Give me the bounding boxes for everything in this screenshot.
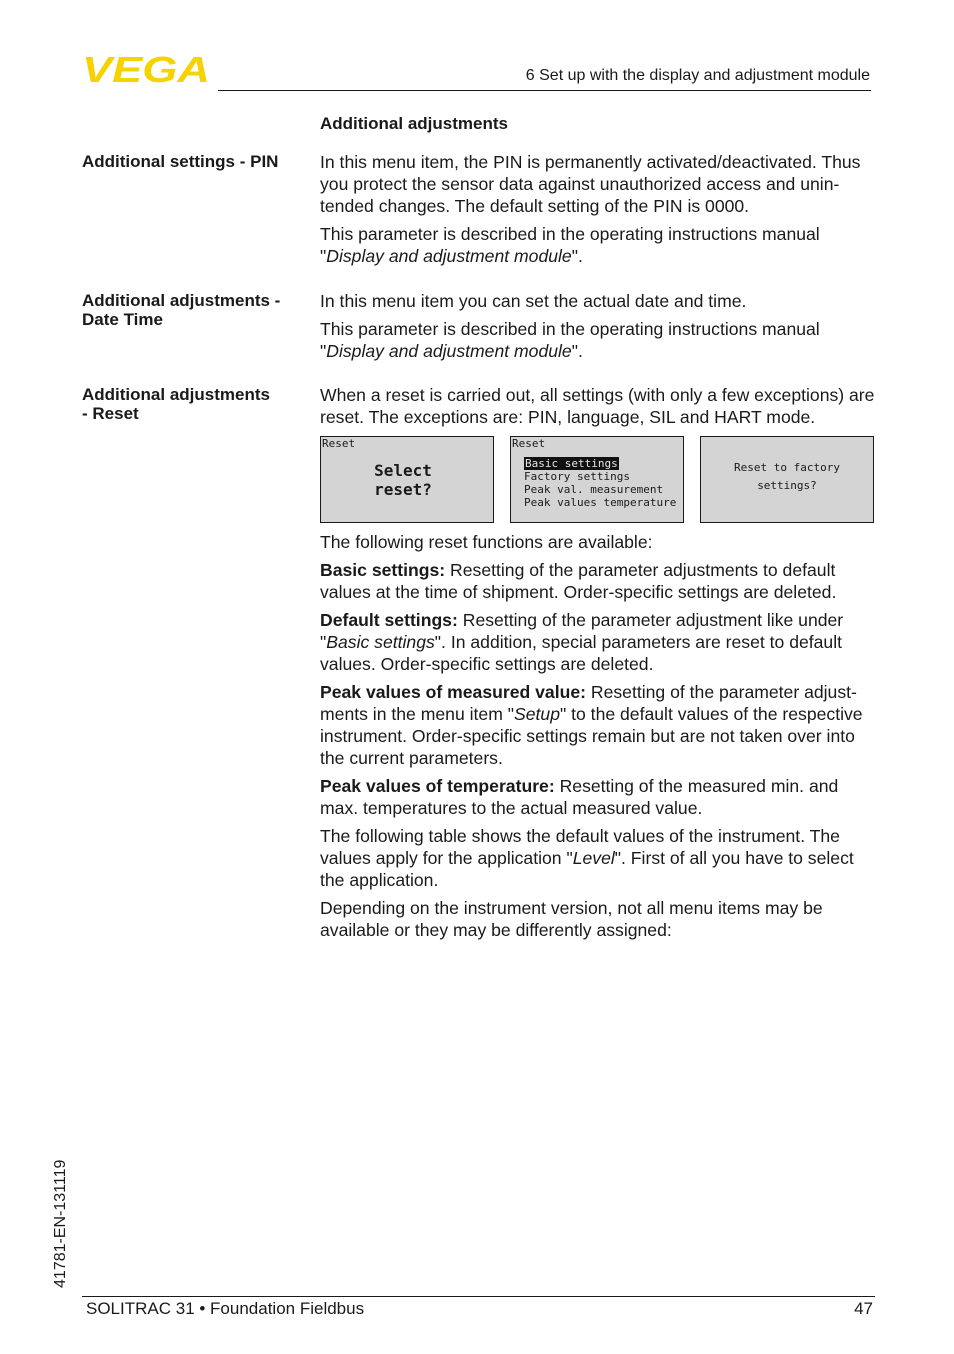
reset-menu-list: [524, 457, 676, 509]
menu-item-peak-measurement: Peak val. measurement: [524, 483, 664, 496]
manual-title: Display and adjustment module: [326, 246, 572, 266]
menu-item-peak-temperature: Peak values temperature: [524, 496, 677, 509]
instrument-version-paragraph: Depending on the instrument version, not all menu items may be available or they may be differently assigned:: [320, 898, 823, 940]
vega-logo: [82, 52, 212, 84]
reset-paragraph: When a reset is carried out, all settings (with only a few exceptions) are reset. The exceptions are: PIN, language, SIL and HART mode.: [320, 385, 875, 427]
manual-title: Display and adjustment module: [326, 341, 572, 361]
datetime-paragraph: In this menu item you can set the actual date and time.: [320, 291, 747, 311]
menu-item-factory-settings: Factory settings: [524, 470, 630, 483]
basic-settings-paragraph: Basic settings: Resetting of the parameter adjustments to default values at the time of shipment. Order-specific settings are deleted.: [320, 560, 837, 602]
chapter-title: 6 Set up with the display and adjustment module: [525, 67, 870, 84]
display-screen-select-reset: [320, 436, 494, 523]
page-number: 47: [854, 1299, 873, 1318]
header-divider: [218, 90, 871, 91]
datetime-reference-paragraph: This parameter is described in the operating instructions manual "Display and adjustment module".: [320, 319, 820, 361]
reset-side-heading: Additional adjustments - Reset: [82, 385, 270, 423]
display-screen-reset-menu: [510, 436, 684, 523]
datetime-side-heading: Additional adjustments - Date Time: [82, 291, 281, 329]
section-title: Additional adjustments: [320, 114, 508, 133]
screen-prompt: Select reset?: [374, 461, 432, 499]
screen-title: Reset: [512, 437, 546, 450]
screen-title: Reset: [322, 437, 356, 450]
menu-item-basic-settings: Basic settings: [525, 457, 618, 470]
pin-side-heading: Additional settings - PIN: [82, 152, 279, 171]
logo-text: VEGA: [82, 52, 210, 84]
document-id: 41781-EN-131119: [52, 1159, 69, 1288]
footer-divider: [82, 1296, 875, 1297]
pin-paragraph: In this menu item, the PIN is permanently activated/deactivated. Thus you protect the sensor data against unauthorized access and unin-tended changes. The default setting of the PIN is 0000.: [320, 152, 861, 216]
pin-reference-paragraph: This parameter is described in the operating instructions manual "Display and adjustment module".: [320, 224, 820, 266]
screen-confirm-message: Reset to factory settings?: [734, 461, 840, 492]
default-table-paragraph: The following table shows the default values of the instrument. The values apply for the application "Level". First of all you have to select the application.: [320, 826, 854, 890]
footer-product: SOLITRAC 31 • Foundation Fieldbus: [86, 1299, 365, 1318]
display-screen-confirm-factory: [700, 436, 874, 523]
peak-temperature-paragraph: Peak values of temperature: Resetting of the measured min. and max. temperatures to the actual measured value.: [320, 776, 839, 818]
default-settings-paragraph: Default settings: Resetting of the parameter adjustment like under "Basic settings". In addition, special parameters are reset to default values. Order-specific settings are deleted.: [320, 610, 844, 674]
reset-functions-intro: The following reset functions are available:: [320, 532, 653, 552]
peak-measured-paragraph: Peak values of measured value: Resetting of the parameter adjust-ments in the menu item "Setup" to the default values of the respective instrument. Order-specific settings remain but are not taken over into the current parameters.: [320, 682, 863, 768]
